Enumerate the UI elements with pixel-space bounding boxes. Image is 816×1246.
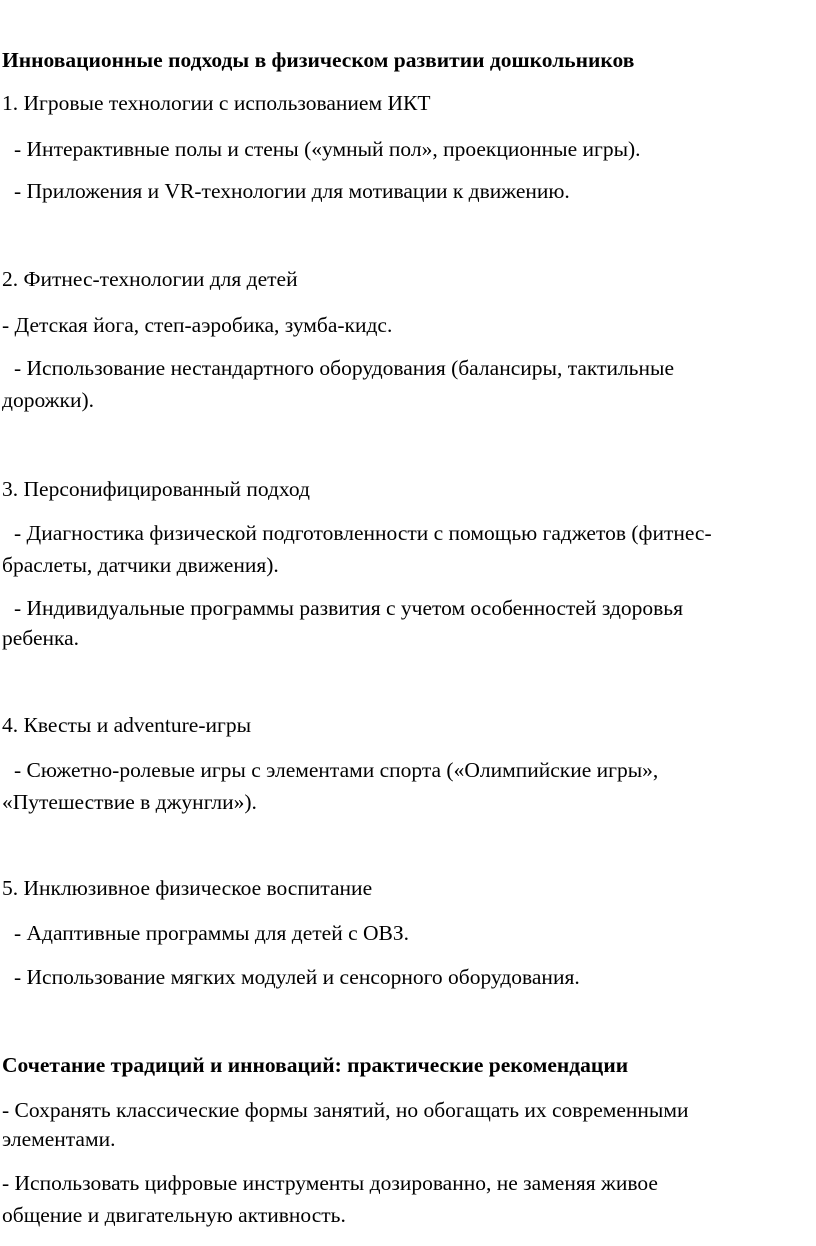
- section-2-bullet-2-line-1: - Использование нестандартного оборудования (балансиры, тактильные: [14, 356, 674, 380]
- recommendation-2-line-1: - Использовать цифровые инструменты дозированно, не заменяя живое: [2, 1171, 658, 1195]
- recommendation-1-line-2: элементами.: [2, 1127, 116, 1151]
- section-2-bullet-2-line-2: дорожки).: [2, 388, 94, 412]
- section-1-bullet-1: - Интерактивные полы и стены («умный пол», проекционные игры).: [14, 137, 641, 161]
- section-3-bullet-2-line-2: ребенка.: [2, 626, 80, 650]
- section-3-title: 3. Персонифицированный подход: [2, 477, 310, 501]
- section-1-bullet-2: - Приложения и VR-технологии для мотивации к движению.: [14, 179, 570, 203]
- section-1-title: 1. Игровые технологии с использованием ИКТ: [2, 91, 431, 115]
- section-4-bullet-1-line-1: - Сюжетно-ролевые игры с элементами спорта («Олимпийские игры»,: [14, 758, 659, 782]
- recommendation-2-line-2: общение и двигательную активность.: [2, 1203, 346, 1227]
- section-3-bullet-1-line-1: - Диагностика физической подготовленности с помощью гаджетов (фитнес-: [14, 521, 712, 545]
- section-5-title: 5. Инклюзивное физическое воспитание: [2, 876, 373, 900]
- section-5-bullet-1: - Адаптивные программы для детей с ОВЗ.: [14, 921, 409, 945]
- heading-recommendations: Сочетание традиций и инноваций: практические рекомендации: [2, 1053, 629, 1077]
- section-3-bullet-1-line-2: браслеты, датчики движения).: [2, 553, 279, 577]
- heading-innovative-approaches: Инновационные подходы в физическом развитии дошкольников: [2, 48, 635, 72]
- section-4-title: 4. Квесты и adventure-игры: [2, 713, 252, 737]
- recommendation-1-line-1: - Сохранять классические формы занятий, но обогащать их современными: [2, 1098, 689, 1122]
- section-3-bullet-2-line-1: - Индивидуальные программы развития с учетом особенностей здоровья: [14, 596, 683, 620]
- section-2-bullet-1: - Детская йога, степ-аэробика, зумба-кидс.: [2, 313, 393, 337]
- section-2-title: 2. Фитнес-технологии для детей: [2, 267, 298, 291]
- section-5-bullet-2: - Использование мягких модулей и сенсорного оборудования.: [14, 965, 580, 989]
- section-4-bullet-1-line-2: «Путешествие в джунгли»).: [2, 790, 257, 814]
